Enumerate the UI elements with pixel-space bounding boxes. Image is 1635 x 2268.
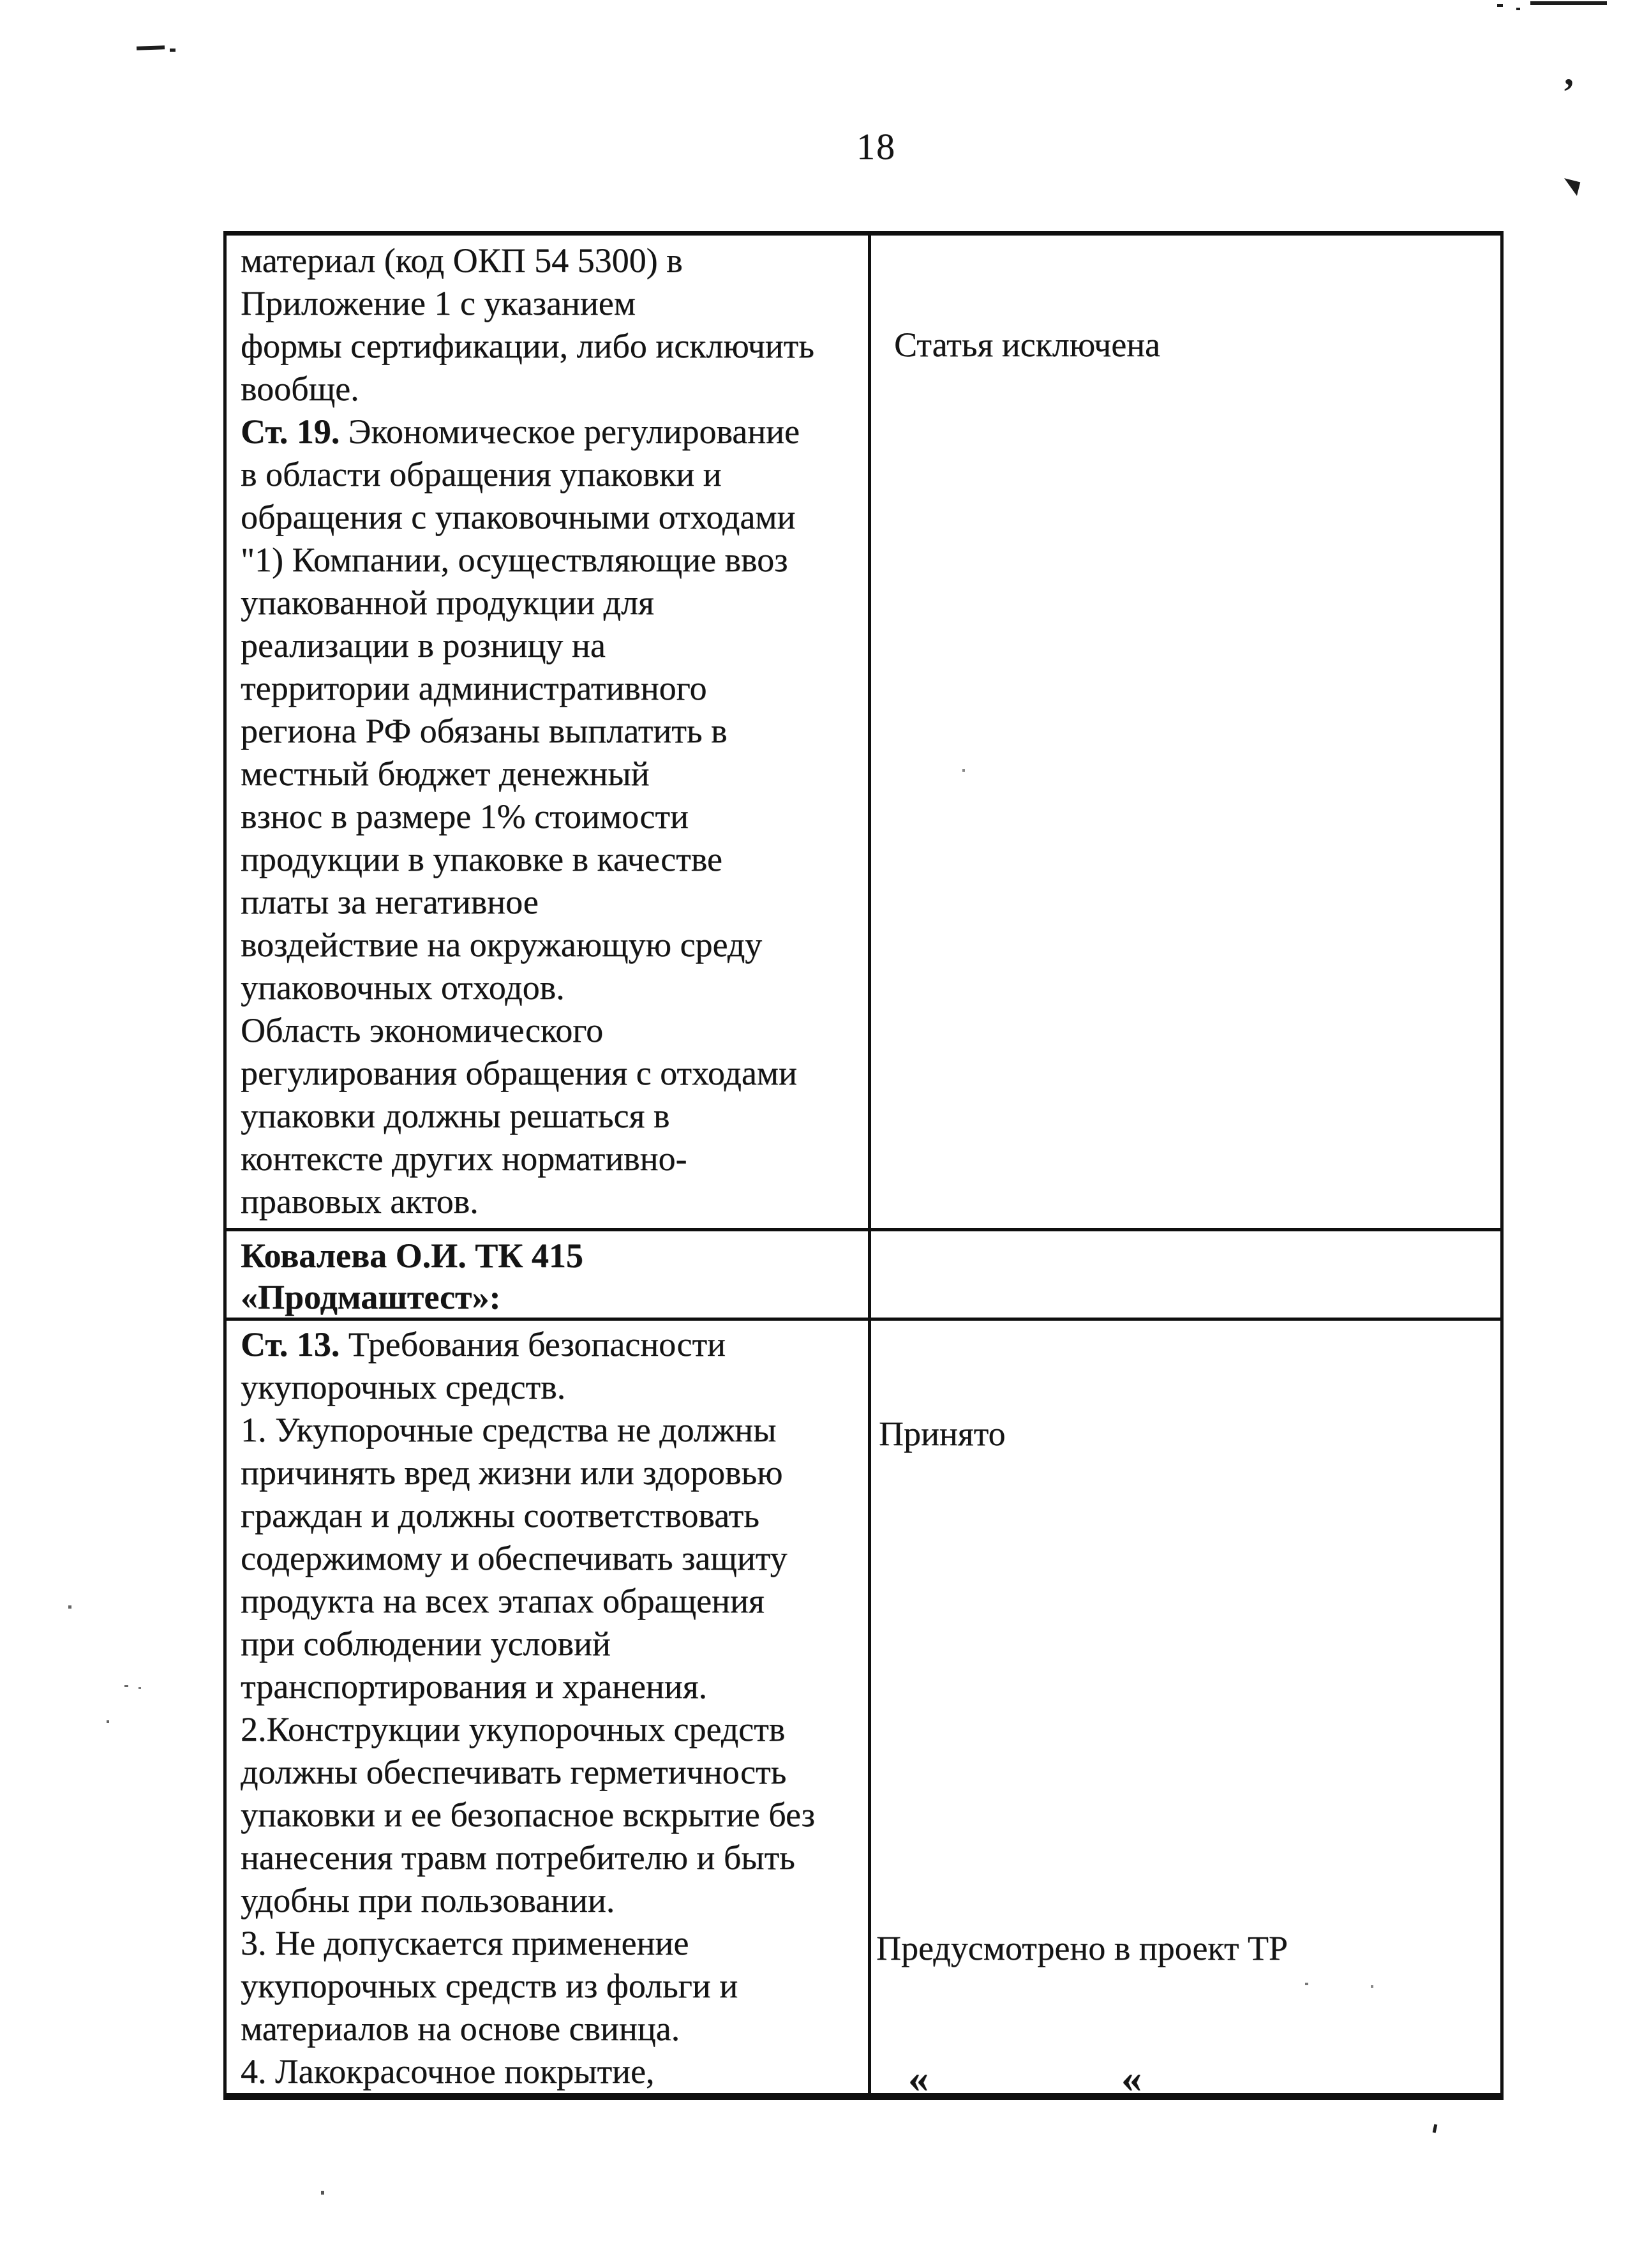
text-line: граждан и должны соответствовать [241,1496,759,1535]
cell-resolution-article-13 [871,1321,1500,2101]
text-line: содержимому и обеспечивать защиту [241,1539,788,1577]
scan-artifact-dot [321,2191,324,2195]
text-line: упакованной продукции для [241,583,654,622]
text-line: упаковочных отходов. [241,968,565,1007]
text-line: контексте других нормативно- [241,1139,687,1178]
scan-artifact-line [1530,1,1607,5]
cell-proposal-article-13 [227,1321,871,2093]
text-line: укупорочных средств. [241,1368,566,1406]
text-line: регулирования обращения с отходами [241,1054,797,1092]
text-line: взнос в размере 1% стоимости [241,797,689,836]
text-line: упаковки должны решаться в [241,1097,670,1135]
scan-artifact-wedge [1561,178,1581,196]
text-line: региона РФ обязаны выплатить в [241,712,728,750]
resolution-provided-in-tr-draft: Предусмотрено в проект ТР [876,1929,1288,1967]
scan-artifact-speck [124,1685,128,1687]
text-line: территории административного [241,669,707,707]
cell-resolution-article-19 [871,236,1500,1231]
text-line: 2.Конструкции укупорочных средств [241,1710,786,1748]
text-line: укупорочных средств из фольги и [241,1967,738,2005]
text-line: местный бюджет денежный [241,755,650,793]
scan-artifact-speck [138,1687,141,1689]
text-line: продукции в упаковке в качестве [241,840,722,878]
text-line: в области обращения упаковки и [241,455,722,493]
text-line: формы сертификации, либо исключить [241,327,814,365]
text-line: обращения с упаковочными отходами [241,498,796,536]
resolution-accepted: Принято [879,1415,1006,1453]
text-line: воздействие на окружающую среду [241,926,763,964]
text-line: при соблюдении условий [241,1625,611,1663]
text-line: продукта на всех этапах обращения [241,1582,765,1620]
text-line: «Продмаштест»: [241,1278,501,1316]
text-line: 3. Не допускается применение [241,1924,689,1962]
resolution-article-excluded: Статья исключена [894,326,1161,364]
text-line: удобны при пользовании. [241,1881,615,1919]
text-line: платы за негативное [241,883,539,921]
text-line: нанесения травм потребителю и быть [241,1838,795,1877]
scan-artifact-speck [107,1720,109,1723]
cell-commenter-name [227,1231,871,1321]
scan-artifact-dot [170,49,175,52]
text-line: Ст. 19. Экономическое регулирование [241,412,800,451]
text-line: причинять вред жизни или здоровью [241,1453,783,1492]
text-line: материалов на основе свинца. [241,2009,680,2048]
scan-artifact-comma: ’ [1562,71,1575,113]
scan-artifact-dash [137,45,165,50]
text-line: 1. Укупорочные средства не должны [241,1411,777,1449]
cell-commenter-resolution-empty [871,1231,1500,1321]
text-line: упаковки и ее безопасное вскрытие без [241,1796,815,1834]
page-number: 18 [856,126,896,167]
text-line: материал (код ОКП 54 5300) в [241,241,683,280]
scan-artifact-dot [1516,8,1520,10]
scan-artifact-tick [1433,2124,1438,2133]
ditto-mark-right: « [1121,2055,1142,2101]
text-line: транспортирования и хранения. [241,1667,708,1706]
text-line: реализации в розницу на [241,626,606,665]
text-line: 4. Лакокрасочное покрытие, [241,2052,655,2091]
text-line: Ковалева О.И. ТК 415 [241,1236,583,1275]
scan-artifact-speck [68,1605,71,1609]
cell-proposal-article-19 [227,236,871,1231]
text-line: правовых актов. [241,1182,479,1220]
scan-artifact-dot [1497,4,1503,7]
ditto-mark-left: « [908,2055,929,2101]
text-line: Ст. 13. Требования безопасности [241,1325,726,1363]
comparison-table [223,231,1504,2100]
text-line: Приложение 1 с указанием [241,284,636,322]
text-line: Область экономического [241,1011,604,1049]
text-line: вообще. [241,370,359,408]
text-line: "1) Компании, осуществляющие ввоз [241,541,788,579]
text-line: должны обеспечивать герметичность [241,1753,787,1791]
